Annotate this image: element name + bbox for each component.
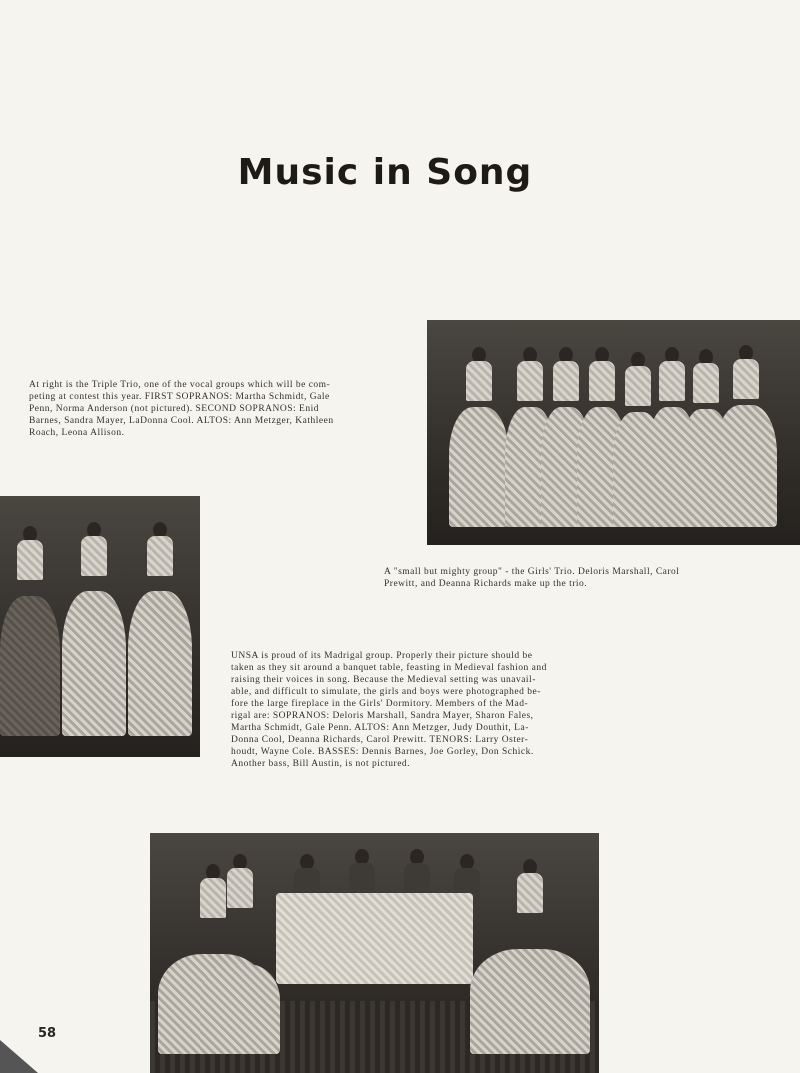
caption-line: Penn, Norma Anderson (not pictured). SECOND SOPRANOS: Enid [29,404,319,414]
caption-line: Another bass, Bill Austin, is not pictured. [231,759,411,769]
caption-line: A "small but mighty group" - the Girls' Trio. Deloris Marshall, Carol [384,567,680,577]
caption-line: Roach, Leona Allison. [29,428,125,438]
triple-trio-caption [29,379,334,439]
triple-trio-photo [427,320,800,545]
girls-trio-photo [0,496,200,757]
girls-trio-caption [384,566,679,590]
caption-line: fore the large fireplace in the Girls' Dormitory. Members of the Mad- [231,699,529,709]
caption-line: UNSA is proud of its Madrigal group. Properly their picture should be [231,651,533,661]
caption-line: Barnes, Sandra Mayer, LaDonna Cool. ALTOS: Ann Metzger, Kathleen [29,416,334,426]
caption-line: able, and difficult to simulate, the girls and boys were photographed be- [231,687,541,697]
caption-line: raising their voices in song. Because the Medieval setting was unavail- [231,675,536,685]
caption-line: houdt, Wayne Cole. BASSES: Dennis Barnes, Joe Gorley, Don Schick. [231,747,534,757]
page-number: 58 [38,1026,57,1041]
caption-line: taken as they sit around a banquet table, feasting in Medieval fashion and [231,663,547,673]
madrigal-caption [231,650,547,770]
page-title: Music in Song [237,152,533,193]
madrigal-photo [150,833,599,1073]
caption-line: rigal are: SOPRANOS: Deloris Marshall, Sandra Mayer, Sharon Fales, [231,711,534,721]
caption-line: Donna Cool, Deanna Richards, Carol Prewitt. TENORS: Larry Oster- [231,735,529,745]
page-corner-mark [0,1040,38,1073]
caption-line: Martha Schmidt, Gale Penn. ALTOS: Ann Metzger, Judy Douthit, La- [231,723,529,733]
caption-line: At right is the Triple Trio, one of the vocal groups which will be com- [29,380,331,390]
caption-line: Prewitt, and Deanna Richards make up the trio. [384,579,588,589]
caption-line: peting at contest this year. FIRST SOPRANOS: Martha Schmidt, Gale [29,392,330,402]
